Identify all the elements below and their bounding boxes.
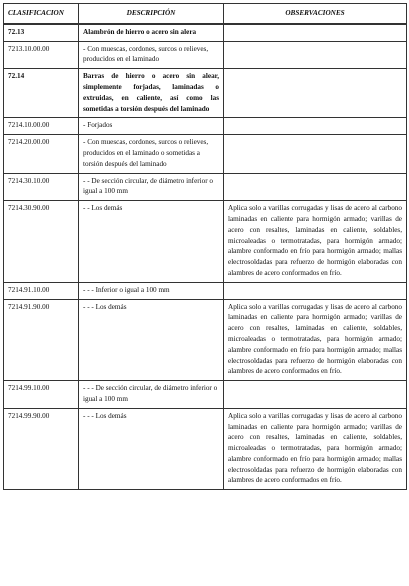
row-code: 7213.10.00.00 [4,41,79,69]
row-code: 72.14 [4,69,79,118]
table-row [4,118,407,135]
row-description: - Forjados [79,118,224,135]
row-code: 7214.30.90.00 [4,201,79,283]
row-observation [224,69,407,118]
row-code: 7214.10.00.00 [4,118,79,135]
row-observation [224,381,407,409]
header-row [4,4,407,24]
table-row [4,299,407,381]
header-clasificacion: CLASIFICACION [4,4,79,24]
row-description: - - - Los demás [79,408,224,490]
table-row [4,24,407,41]
row-observation [224,24,407,41]
table-row [4,41,407,69]
tariff-classification-table [3,3,407,490]
row-code: 7214.91.10.00 [4,282,79,299]
row-observation: Aplica solo a varillas corrugadas y lisas de acero al carbono laminadas en caliente para hormigón armado; varillas de acero con resaltes, laminadas en caliente, soldables, microaleadas o termotratadas, para hormigón armado; alambre conformado en frío para hormigón armado; mallas electrosoldadas para refuerzo de hormigón elaboradas con alambres de acero conformados en frío. [224,408,407,490]
row-description: - - De sección circular, de diámetro inferior o igual a 100 mm [79,173,224,201]
row-description: - Con muescas, cordones, surcos o relieves, producidos en el laminado [79,41,224,69]
row-description: - Con muescas, cordones, surcos o relieves, producidos en el laminado o sometidas a torsión después del laminado [79,135,224,173]
header-descripcion: DESCRIPCIÓN [79,4,224,24]
row-description: - - - Inferior o igual a 100 mm [79,282,224,299]
row-code: 7214.91.90.00 [4,299,79,381]
table-row [4,173,407,201]
row-description: Alambrón de hierro o acero sin alera [79,24,224,41]
table-row [4,201,407,283]
header-observaciones: OBSERVACIONES [224,4,407,24]
row-description: - - - Los demás [79,299,224,381]
tariff-document-page [3,3,406,490]
row-code: 7214.30.10.00 [4,173,79,201]
row-code: 72.13 [4,24,79,41]
row-observation [224,173,407,201]
row-observation [224,135,407,173]
table-row [4,408,407,490]
row-description: - - - De sección circular, de diámetro inferior o igual a 100 mm [79,381,224,409]
row-code: 7214.99.90.00 [4,408,79,490]
table-header [4,4,407,24]
row-observation [224,41,407,69]
row-code: 7214.20.00.00 [4,135,79,173]
row-observation [224,282,407,299]
row-observation: Aplica solo a varillas corrugadas y lisas de acero al carbono laminadas en caliente para hormigón armado; varillas de acero con resaltes, laminadas en caliente, soldables, microaleadas o termotratadas, para hormigón armado; alambre conformado en frío para hormigón armado; mallas electrosoldadas para refuerzo de hormigón elaboradas con alambres de acero conformados en frío. [224,201,407,283]
row-observation: Aplica solo a varillas corrugadas y lisas de acero al carbono laminadas en caliente para hormigón armado; varillas de acero con resaltes, laminadas en caliente, soldables, microaleadas o termotratadas, para hormigón armado; alambre conformado en frío para hormigón armado; mallas electrosoldadas para refuerzo de hormigón elaboradas con alambres de acero conformados en frío. [224,299,407,381]
row-observation [224,118,407,135]
row-code: 7214.99.10.00 [4,381,79,409]
table-row [4,381,407,409]
table-body [4,24,407,490]
row-description: - - Los demás [79,201,224,283]
table-row [4,69,407,118]
row-description: Barras de hierro o acero sin alear, simplemente forjadas, laminadas o extruidas, en caliente, así como las sometidas a torsión después del laminado [79,69,224,118]
table-row [4,282,407,299]
table-row [4,135,407,173]
